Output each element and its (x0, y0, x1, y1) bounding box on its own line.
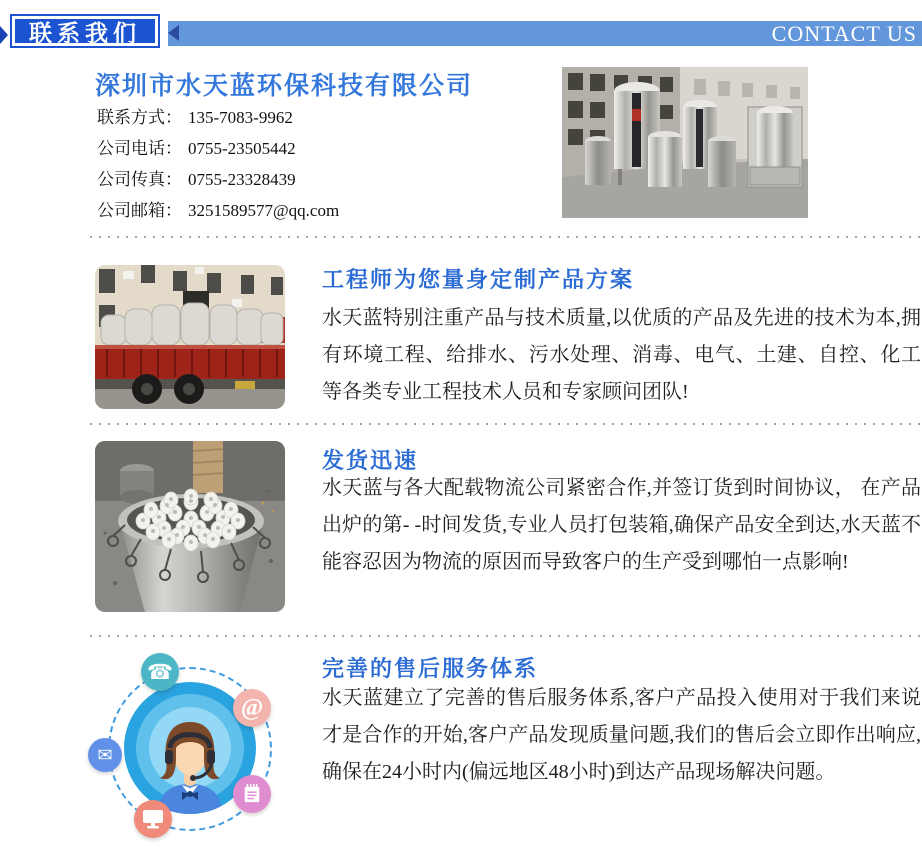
contact-row-phone-mobile (97, 103, 293, 128)
page-title-box (12, 16, 158, 46)
left-arrow-icon (0, 26, 8, 44)
contact-label: 公司邮箱： (97, 201, 182, 220)
filter-vessel-photo (95, 441, 285, 612)
bar-notch-icon (168, 25, 179, 41)
company-name: 深圳市水天蓝环保科技有限公司 (95, 73, 474, 100)
monitor-icon (134, 800, 172, 838)
contact-label: 公司电话： (97, 139, 182, 158)
at-icon (233, 689, 271, 727)
at-glyph: @ (240, 694, 264, 721)
section-title: 完善的售后服务体系 (322, 656, 539, 681)
contact-value: 0755-23505442 (188, 139, 296, 158)
section-title: 发货迅速 (322, 448, 419, 473)
contact-value: 135-7083-9962 (188, 108, 293, 127)
contact-row-company-phone (97, 134, 296, 159)
contact-value: 0755-23328439 (188, 170, 296, 189)
section-body: 水天蓝建立了完善的售后服务体系,客户产品投入使用对于我们来说才是合作的开始,客户产品发现质量问题,我们的售后会立即作出响应,确保在24小时内(偏远地区48小时)到达产品现场解决问题。 (322, 687, 921, 783)
contact-row-email (97, 196, 339, 221)
separator (90, 423, 922, 425)
separator (90, 236, 922, 238)
contact-row-fax (97, 165, 296, 190)
mail-icon (88, 738, 122, 772)
equipment-photo (562, 67, 808, 218)
customer-service-illustration (75, 640, 305, 848)
section-title: 工程师为您量身定制产品方案 (322, 267, 635, 292)
phone-glyph: ☎ (146, 659, 174, 684)
separator (90, 635, 922, 637)
contact-label: 联系方式： (97, 108, 182, 127)
section-body: 水天蓝与各大配载物流公司紧密合作,并签订货到时间协议， 在产品出炉的第- -时间发货,专业人员打包装箱,确保产品安全到达,水天蓝不能容忍因为物流的原因而导致客户的生产受到哪怕一点影响! (322, 477, 921, 573)
header-subtitle: CONTACT US (771, 21, 917, 46)
phone-icon (141, 653, 179, 691)
contact-value: 3251589577@qq.com (188, 201, 340, 220)
support-agent-illustration (140, 714, 240, 814)
mail-glyph: ✉ (97, 744, 113, 765)
truck-photo (95, 265, 285, 409)
page-title: 联系我们 (29, 20, 141, 46)
section-body: 水天蓝特别注重产品与技术质量,以优质的产品及先进的技术为本,拥有环境工程、给排水、污水处理、消毒、电气、土建、自控、化工等各类专业工程技术人员和专家顾问团队! (322, 307, 921, 403)
contact-label: 公司传真： (97, 170, 182, 189)
notepad-icon (233, 775, 271, 813)
